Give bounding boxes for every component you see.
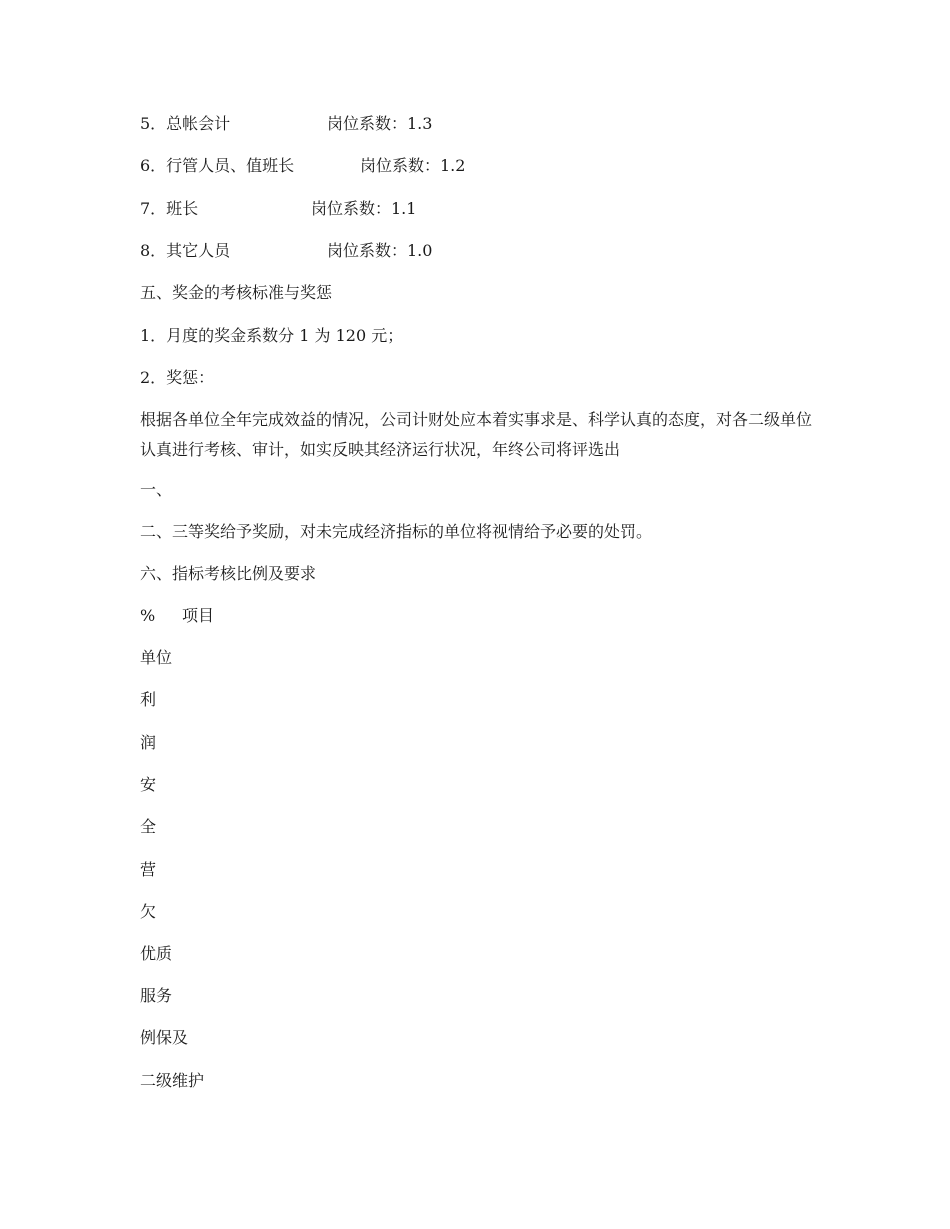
- table-row-label: 全: [140, 817, 157, 836]
- table-row-label: 利: [140, 690, 157, 709]
- section-6-heading: 六、指标考核比例及要求: [140, 564, 317, 583]
- table-row-label: 二级维护: [140, 1071, 205, 1090]
- position-label-admin-staff: 6．行管人员、值班长: [140, 156, 295, 175]
- table-row-label: 优质: [140, 944, 173, 963]
- position-coefficient-team-leader: 岗位系数：1.1: [311, 199, 417, 218]
- section-5-paragraph: 根据各单位全年完成效益的情况，公司计财处应本着实事求是、科学认真的态度，对各二级单位认真进行考核、审计，如实反映其经济运行状况，年终公司将评选出: [140, 410, 813, 459]
- table-header-item: 项目: [182, 606, 215, 625]
- table-row-label: 例保及: [140, 1028, 189, 1047]
- table-row-label: 安: [140, 775, 157, 794]
- position-label-general-accountant: 5．总帐会计: [140, 114, 231, 133]
- table-row-label: 欠: [140, 902, 157, 921]
- section-5-heading: 五、奖金的考核标准与奖惩: [140, 283, 333, 302]
- table-row-label: 润: [140, 733, 157, 752]
- position-coefficient-general-accountant: 岗位系数：1.3: [327, 114, 433, 133]
- position-label-other-staff: 8．其它人员: [140, 241, 231, 260]
- position-coefficient-admin-staff: 岗位系数：1.2: [360, 156, 466, 175]
- table-header-percent: %: [140, 606, 156, 625]
- table-row-label: 营: [140, 860, 157, 879]
- table-row-label: 服务: [140, 986, 173, 1005]
- section-5-line-b: 二、三等奖给予奖励，对未完成经济指标的单位将视情给予必要的处罚。: [140, 522, 653, 541]
- section-5-item-1: 1．月度的奖金系数分 1 为 120 元；: [140, 326, 404, 345]
- section-5-line-a: 一、: [140, 480, 173, 499]
- section-5-item-2: 2．奖惩：: [140, 368, 215, 387]
- position-label-team-leader: 7．班长: [140, 199, 199, 218]
- table-row-label: 单位: [140, 648, 173, 667]
- position-coefficient-other-staff: 岗位系数：1.0: [327, 241, 433, 260]
